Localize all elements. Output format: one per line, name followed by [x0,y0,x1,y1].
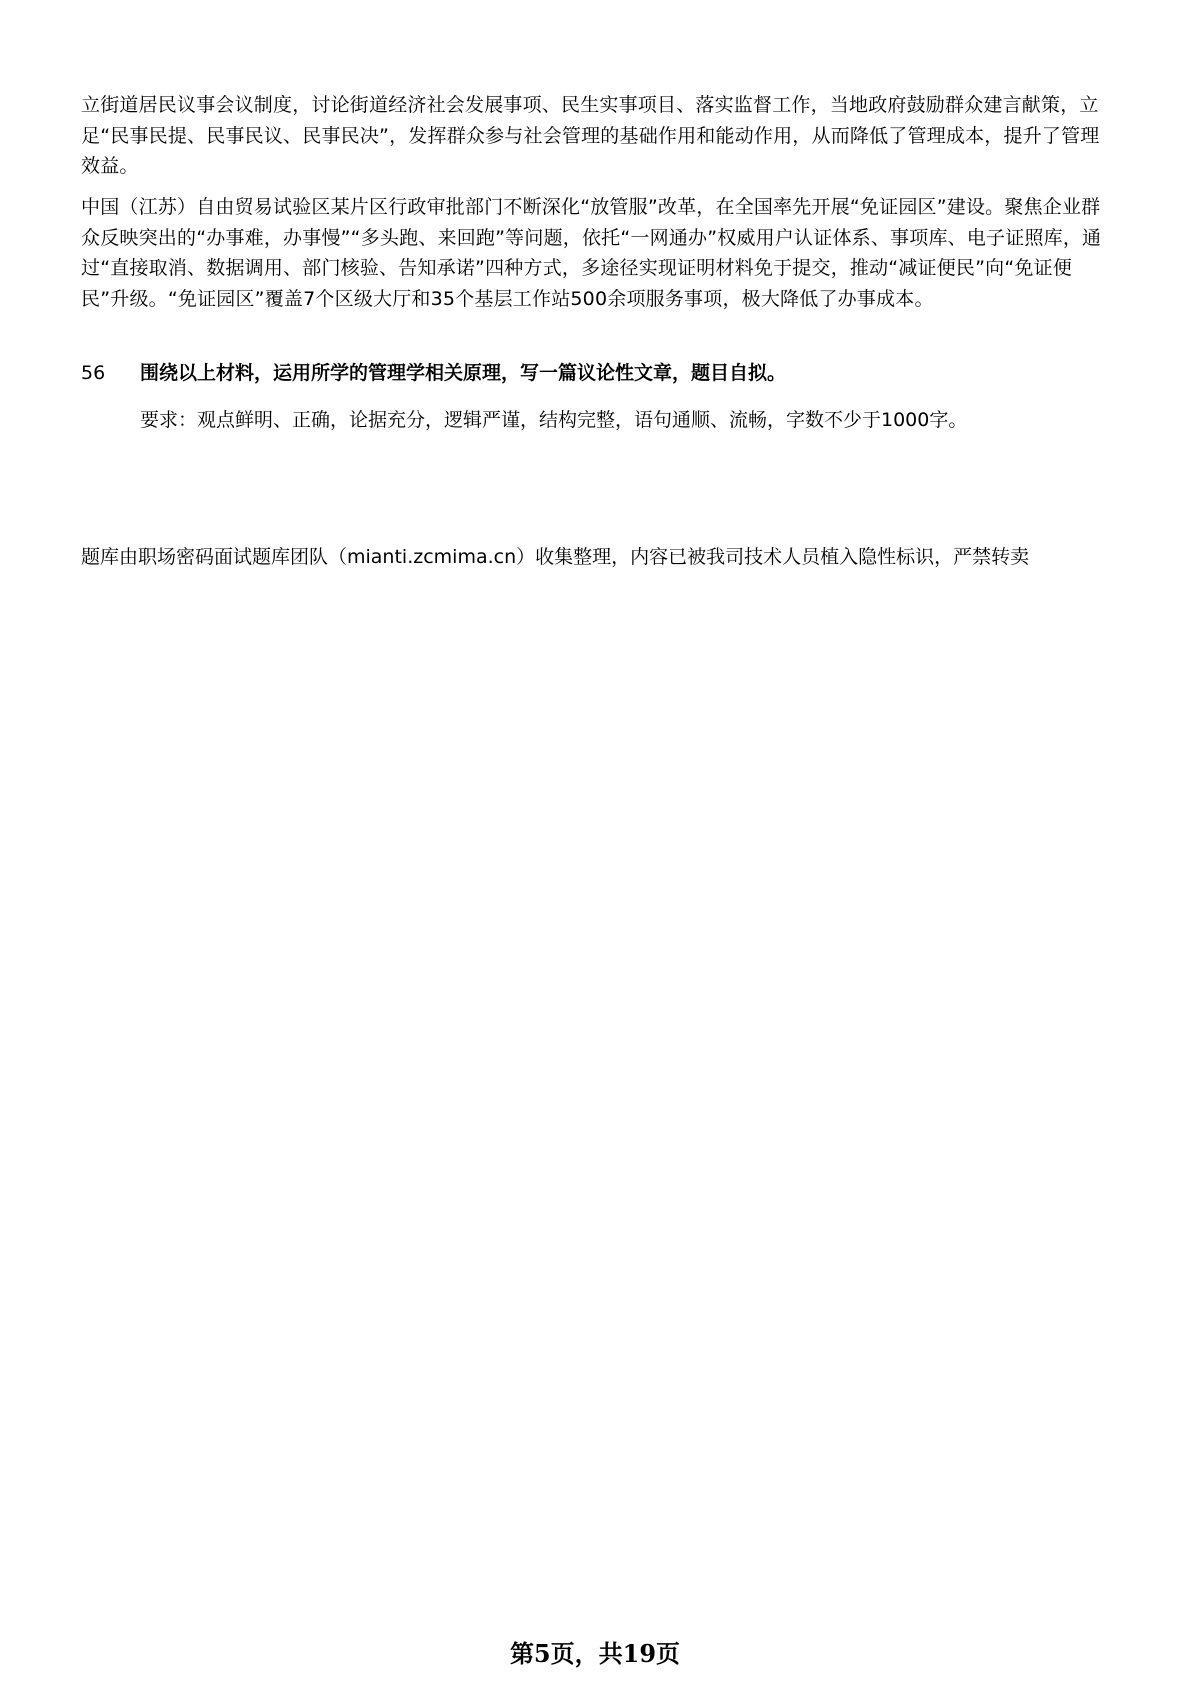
copyright-notice: 题库由职场密码面试题库团队（mianti.zcmima.cn）收集整理，内容已被我司技术人员植入隐性标识，严禁转卖 [81,546,1030,568]
page-number-footer: 第5页，共19页 [509,1639,681,1668]
material-paragraph-1: 立街道居民议事会议制度，讨论街道经济社会发展事项、民生实事项目、落实监督工作，当地政府鼓励群众建言献策，立足“民事民提、民事民议、民事民决”，发挥群众参与社会管理的基础作用和能动作用，从而降低了管理成本，提升了管理效益。 [81,94,1100,177]
question-text: 围绕以上材料，运用所学的管理学相关原理，写一篇议论性文章，题目自拟。 [140,362,787,384]
question-number: 56 [81,362,106,384]
question-requirement: 要求：观点鲜明、正确，论据充分，逻辑严谨，结构完整，语句通顺、流畅，字数不少于1000字。 [140,409,968,431]
material-paragraph-2: 中国（江苏）自由贸易试验区某片区行政审批部门不断深化“放管服”改革，在全国率先开展“免证园区”建设。聚焦企业群众反映突出的“办事难，办事慢”“多头跑、来回跑”等问题，依托“一网通办”权威用户认证体系、事项库、电子证照库，通过“直接取消、数据调用、部门核验、告知承诺”四种方式，多途径实现证明材料免于提交，推动“减证便民”向“免证便民”升级。“免证园区”覆盖7个区级大厅和35个基层工作站500余项服务事项，极大降低了办事成本。 [81,196,1102,310]
